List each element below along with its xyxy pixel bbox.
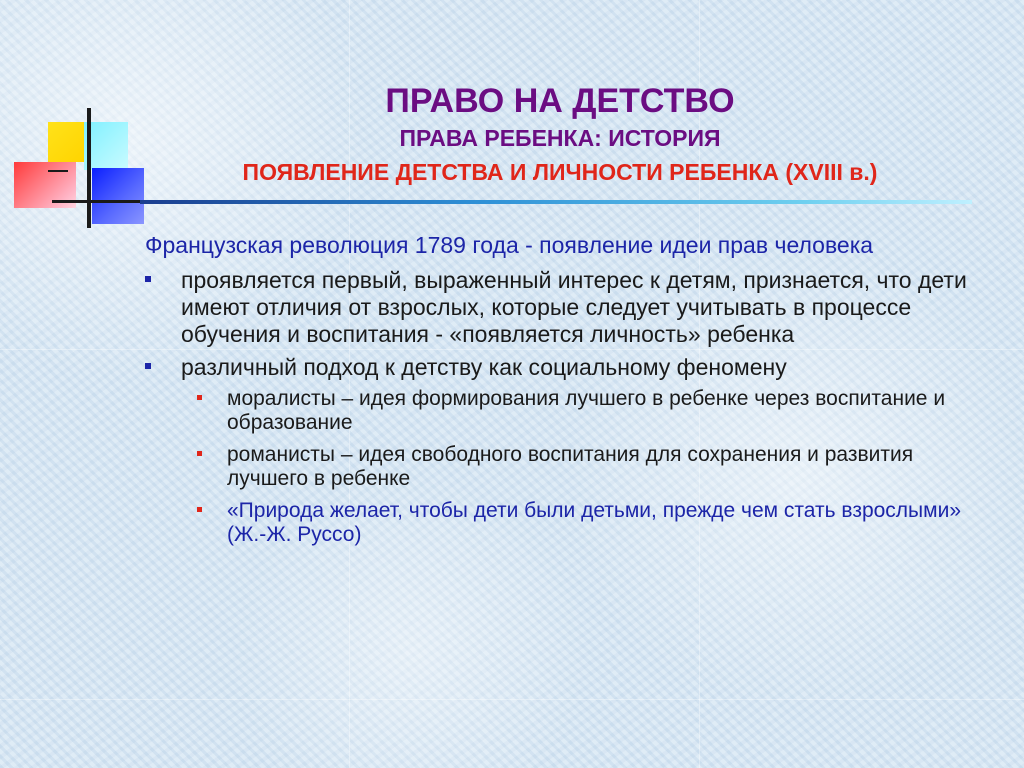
intro-text: Французская революция 1789 года - появление идеи прав человека <box>145 232 874 258</box>
blue-square <box>92 168 144 224</box>
sub-list-item-quote <box>145 499 985 547</box>
square-bullet-icon <box>145 363 151 369</box>
list-item-text: различный подход к детству как социальному феномену <box>181 354 787 380</box>
list-item-text: проявляется первый, выраженный интерес к детям, признается, что дети имеют отличия от взрослых, которые следует учитывать в процессе обучения и воспитания - «появляется личность» ребенка <box>181 267 967 347</box>
slide-title: ПРАВО НА ДЕТСТВО <box>385 82 735 120</box>
title-block <box>140 80 980 186</box>
list-item <box>145 267 985 348</box>
yellow-square <box>48 122 84 162</box>
sub-list-item-text: романисты – идея свободного воспитания для сохранения и развития лучшего в ребенке <box>227 443 914 490</box>
vertical-line <box>87 108 91 228</box>
horizontal-line <box>52 200 144 203</box>
rousseau-quote: «Природа желает, чтобы дети были детьми, прежде чем стать взрослыми» (Ж.-Ж. Руссо) <box>227 499 961 546</box>
horizontal-line-short <box>48 170 68 172</box>
list-item <box>145 354 985 381</box>
tile-line <box>0 699 1024 700</box>
slide-heading: ПОЯВЛЕНИЕ ДЕТСТВА И ЛИЧНОСТИ РЕБЕНКА (XVIII в.) <box>242 159 878 185</box>
square-bullet-icon <box>145 276 151 282</box>
red-square-bullet-icon <box>197 507 202 512</box>
decorative-squares-logo <box>0 0 160 240</box>
slide-body <box>145 232 985 555</box>
sub-list-item <box>145 387 985 435</box>
title-underline <box>140 200 972 204</box>
sub-list-item-text: моралисты – идея формирования лучшего в ребенке через воспитание и образование <box>227 387 946 434</box>
red-square-bullet-icon <box>197 395 202 400</box>
sub-list-item <box>145 443 985 491</box>
red-square-bullet-icon <box>197 451 202 456</box>
slide-subtitle: ПРАВА РЕБЕНКА: ИСТОРИЯ <box>399 125 721 151</box>
